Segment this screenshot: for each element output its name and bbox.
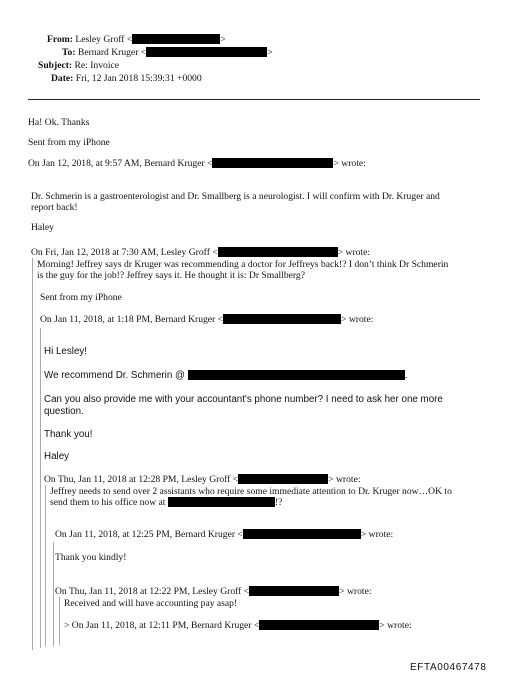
subject-row	[38, 60, 119, 71]
date-row	[51, 73, 202, 84]
redaction-bar	[132, 34, 220, 44]
body-line: Sent from my iPhone	[40, 292, 122, 303]
redaction-bar	[188, 370, 405, 380]
quote-header: On Thu, Jan 11, 2018 at 12:22 PM, Lesley Groff < > wrote:	[55, 586, 372, 597]
quote-header: On Jan 11, 2018, at 1:18 PM, Bernard Kruger < > wrote:	[40, 314, 374, 325]
redaction-bar	[146, 47, 267, 57]
redaction-bar	[238, 474, 328, 484]
body-line: send them to his office now at !?	[50, 497, 283, 508]
redaction-bar	[249, 586, 339, 596]
from-label: From:	[47, 34, 73, 45]
quote-header: On Thu, Jan 11, 2018 at 12:28 PM, Lesley Groff < > wrote:	[44, 474, 361, 485]
body-line: Dr. Schmerin is a gastroenterologist and Dr. Smallberg is a neurologist. I will confirm with Dr. Kruger and	[31, 191, 440, 202]
subject-value: Re: Invoice	[74, 60, 120, 71]
redaction-bar	[218, 247, 338, 257]
body-line: report back!	[31, 202, 78, 213]
body-line: Can you also provide me with your accountant's phone number? I need to ask her one more	[44, 394, 443, 405]
body-line: Thank you!	[44, 429, 93, 440]
greeting: Hi Lesley!	[44, 346, 88, 357]
redaction-bar	[212, 158, 333, 168]
body-line: Received and will have accounting pay asap!	[64, 598, 238, 609]
quote-header: > On Jan 11, 2018, at 12:11 PM, Bernard Kruger < > wrote:	[64, 620, 412, 631]
from-row: From: Lesley Groff < >	[47, 34, 226, 45]
body-line: Sent from my iPhone	[28, 137, 110, 148]
body-line: Morning! Jeffrey says dr Kruger was recommending a doctor for Jeffreys back!? I don’t think Dr Schmerin	[37, 259, 449, 270]
header-divider	[28, 99, 480, 100]
body-line: Thank you kindly!	[55, 552, 127, 563]
redaction-bar	[243, 529, 361, 539]
body-line: We recommend Dr. Schmerin @ .	[44, 370, 408, 381]
quote-bar	[45, 485, 46, 646]
body-line: Jeffrey needs to send over 2 assistants who require some immediate attention to Dr. Kruger now…OK to	[50, 486, 452, 497]
to-row: To: Bernard Kruger < >	[62, 47, 273, 58]
quote-header: On Fri, Jan 12, 2018 at 7:30 AM, Lesley Groff < > wrote:	[31, 247, 371, 258]
date-label: Date:	[51, 73, 74, 84]
signature: Haley	[44, 451, 70, 462]
quote-bar	[53, 542, 54, 646]
document-id: EFTA00467478	[410, 662, 487, 673]
quote-bar	[59, 597, 60, 645]
signature: Haley	[31, 222, 54, 233]
body-line: question.	[44, 406, 84, 417]
subject-label: Subject:	[38, 60, 73, 71]
date-value: Fri, 12 Jan 2018 15:39:31 +0000	[75, 73, 202, 84]
redaction-bar	[168, 497, 275, 507]
to-value: Bernard Kruger <	[77, 47, 147, 58]
from-value: Lesley Groff <	[75, 34, 133, 45]
redaction-bar	[259, 620, 379, 630]
quote-bar	[40, 328, 41, 648]
quote-bar	[32, 258, 33, 650]
body-line: is the guy for the job!? Jeffrey says it. He thought it is: Dr Smallberg?	[37, 270, 305, 281]
body-line: Ha! Ok. Thanks	[28, 117, 90, 128]
to-label: To:	[62, 47, 76, 58]
redaction-bar	[223, 314, 341, 324]
quote-header: On Jan 11, 2018, at 12:25 PM, Bernard Kruger < > wrote:	[55, 529, 394, 540]
quote-header: On Jan 12, 2018, at 9:57 AM, Bernard Kruger < > wrote:	[28, 158, 366, 169]
